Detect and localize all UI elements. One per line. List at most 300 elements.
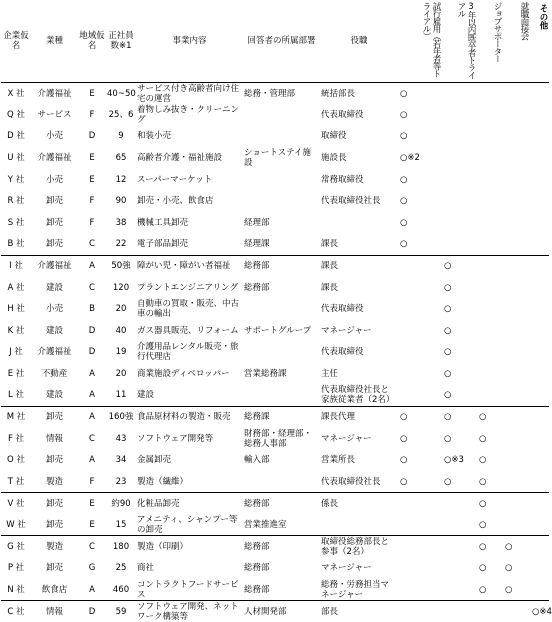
header-industry: 業種	[31, 0, 78, 83]
employees-cell: 59	[106, 601, 136, 622]
region-cell: D	[78, 126, 106, 148]
table-row	[1, 428, 549, 450]
company-cell: N 社	[1, 579, 31, 601]
business-cell: ソフトウェア開発、ネットワーク構築等	[136, 601, 243, 622]
table-row	[1, 342, 549, 364]
interview-cell	[503, 342, 530, 364]
business-cell: 製造（繊維）	[136, 471, 243, 493]
new-grad-cell	[442, 104, 477, 126]
new-grad-cell	[442, 126, 477, 148]
department-cell	[243, 169, 320, 191]
industry-cell: 介護福祉	[31, 147, 78, 169]
table-row	[1, 126, 549, 148]
employees-cell: 23	[106, 471, 136, 493]
other-cell	[530, 363, 549, 385]
job-supporter-cell	[477, 83, 503, 105]
business-cell: 食品原材料の製造・販売	[136, 406, 243, 428]
job-supporter-cell: ○	[477, 406, 503, 428]
job-supporter-cell	[477, 385, 503, 407]
header-department: 回答者の所属部署	[243, 0, 320, 83]
business-cell: スーパーマーケット	[136, 169, 243, 191]
region-cell: C	[78, 428, 106, 450]
department-cell: 経理課	[243, 234, 320, 256]
new-grad-cell: ○	[442, 255, 477, 277]
industry-cell: 製造	[31, 536, 78, 558]
company-cell: B 社	[1, 234, 31, 256]
role-cell: 取締役総務部長と参事（2名）	[320, 536, 398, 558]
business-cell: 高齢者介護・福祉施設	[136, 147, 243, 169]
region-cell: F	[78, 212, 106, 234]
trial-cell	[398, 579, 442, 601]
employees-cell: 120	[106, 277, 136, 299]
new-grad-cell	[442, 579, 477, 601]
employees-cell: 15	[106, 514, 136, 536]
interview-cell	[503, 298, 530, 320]
job-supporter-cell	[477, 234, 503, 256]
trial-cell: ○	[398, 471, 442, 493]
other-cell	[530, 169, 549, 191]
interview-cell	[503, 212, 530, 234]
role-cell: 部長	[320, 601, 398, 622]
job-supporter-cell: ○	[477, 450, 503, 472]
industry-cell: 建設	[31, 277, 78, 299]
other-cell	[530, 579, 549, 601]
trial-cell	[398, 277, 442, 299]
header-trial: 試行雇用（若年者等トライアル）	[398, 0, 442, 83]
interview-cell	[503, 277, 530, 299]
other-cell	[530, 342, 549, 364]
industry-cell: 建設	[31, 320, 78, 342]
company-cell: Y 社	[1, 169, 31, 191]
role-cell: 主任	[320, 363, 398, 385]
new-grad-cell: ○	[442, 277, 477, 299]
new-grad-cell	[442, 601, 477, 622]
other-cell	[530, 558, 549, 580]
role-cell: 施設長	[320, 147, 398, 169]
trial-cell	[398, 342, 442, 364]
header-role: 役職	[320, 0, 398, 83]
employees-cell: 約90	[106, 493, 136, 515]
role-cell: 代表取締役社長	[320, 471, 398, 493]
business-cell: 製造（印刷）	[136, 536, 243, 558]
company-cell: D 社	[1, 126, 31, 148]
company-cell: X 社	[1, 83, 31, 105]
department-cell: 総務部	[243, 255, 320, 277]
job-supporter-cell	[477, 255, 503, 277]
job-supporter-cell: ○	[477, 493, 503, 515]
business-cell: 和装小売	[136, 126, 243, 148]
department-cell: 輸入部	[243, 450, 320, 472]
job-supporter-cell	[477, 190, 503, 212]
employees-cell: 160強	[106, 406, 136, 428]
department-cell: 総務課	[243, 406, 320, 428]
department-cell	[243, 298, 320, 320]
business-cell: 金属卸売	[136, 450, 243, 472]
table-row	[1, 104, 549, 126]
employees-cell: 65	[106, 147, 136, 169]
employees-cell: 20	[106, 363, 136, 385]
job-supporter-cell: ○	[477, 579, 503, 601]
trial-cell	[398, 493, 442, 515]
employees-cell: 25	[106, 558, 136, 580]
business-cell: 建設	[136, 385, 243, 407]
region-cell: A	[78, 385, 106, 407]
region-cell: A	[78, 363, 106, 385]
company-cell: G 社	[1, 536, 31, 558]
company-cell: F 社	[1, 428, 31, 450]
company-cell: H 社	[1, 298, 31, 320]
department-cell: 営業推進室	[243, 514, 320, 536]
header-company: 企業仮名	[1, 0, 31, 83]
industry-cell: 飲食店	[31, 579, 78, 601]
trial-cell: ○	[398, 190, 442, 212]
industry-cell: 建設	[31, 385, 78, 407]
new-grad-cell	[442, 558, 477, 580]
job-supporter-cell	[477, 147, 503, 169]
role-cell: マネージャー	[320, 558, 398, 580]
interview-cell	[503, 234, 530, 256]
industry-cell: 卸売	[31, 190, 78, 212]
role-cell: 代表取締役	[320, 342, 398, 364]
region-cell: F	[78, 104, 106, 126]
business-cell: コントラクトフードサービス	[136, 579, 243, 601]
trial-cell	[398, 385, 442, 407]
new-grad-cell: ○	[442, 428, 477, 450]
job-supporter-cell	[477, 342, 503, 364]
industry-cell: 介護福祉	[31, 255, 78, 277]
other-cell	[530, 385, 549, 407]
industry-cell: 卸売	[31, 450, 78, 472]
department-cell: 総務部	[243, 536, 320, 558]
interview-cell	[503, 255, 530, 277]
table-row	[1, 255, 549, 277]
company-cell: W 社	[1, 514, 31, 536]
role-cell: 総務・労務担当マネージャー	[320, 579, 398, 601]
company-cell: I 社	[1, 255, 31, 277]
interview-cell	[503, 363, 530, 385]
interview-cell	[503, 104, 530, 126]
role-cell: 取締役	[320, 126, 398, 148]
region-cell: E	[78, 147, 106, 169]
region-cell: E	[78, 493, 106, 515]
new-grad-cell	[442, 212, 477, 234]
other-cell	[530, 428, 549, 450]
trial-cell: ○	[398, 450, 442, 472]
company-cell: C 社	[1, 601, 31, 622]
industry-cell: 情報	[31, 428, 78, 450]
business-cell: 着物しみ抜き・クリーニング	[136, 104, 243, 126]
industry-cell: 卸売	[31, 212, 78, 234]
region-cell: C	[78, 234, 106, 256]
table-row	[1, 385, 549, 407]
trial-cell: ○	[398, 126, 442, 148]
business-cell: 自動車の買取・販売、中古車の輸出	[136, 298, 243, 320]
role-cell: 代表取締役	[320, 298, 398, 320]
trial-cell	[398, 536, 442, 558]
employees-cell: 460	[106, 579, 136, 601]
region-cell: A	[78, 255, 106, 277]
employees-cell: 9	[106, 126, 136, 148]
job-supporter-cell	[477, 277, 503, 299]
new-grad-cell: ○	[442, 320, 477, 342]
interview-cell	[503, 126, 530, 148]
role-cell: マネージャー	[320, 428, 398, 450]
new-grad-cell	[442, 147, 477, 169]
department-cell: 総務部	[243, 493, 320, 515]
business-cell: 商社	[136, 558, 243, 580]
new-grad-cell: ○	[442, 406, 477, 428]
job-supporter-cell: ○	[477, 428, 503, 450]
region-cell: F	[78, 190, 106, 212]
region-cell: A	[78, 406, 106, 428]
other-cell	[530, 514, 549, 536]
department-cell	[243, 104, 320, 126]
region-cell: D	[78, 342, 106, 364]
trial-cell: ○	[398, 428, 442, 450]
industry-cell: 卸売	[31, 558, 78, 580]
new-grad-cell	[442, 514, 477, 536]
new-grad-cell: ○	[442, 385, 477, 407]
job-supporter-cell	[477, 126, 503, 148]
business-cell: サービス付き高齢者向け住宅の運営	[136, 83, 243, 105]
trial-cell	[398, 514, 442, 536]
table-row	[1, 234, 549, 256]
job-supporter-cell	[477, 298, 503, 320]
job-supporter-cell	[477, 169, 503, 191]
department-cell: 営業総務課	[243, 363, 320, 385]
company-cell: J 社	[1, 342, 31, 364]
other-cell	[530, 126, 549, 148]
department-cell: 財務部・経理部・総務人事部	[243, 428, 320, 450]
company-cell: Q 社	[1, 104, 31, 126]
industry-cell: 製造	[31, 471, 78, 493]
other-cell	[530, 536, 549, 558]
department-cell: サポートグループ	[243, 320, 320, 342]
interview-cell	[503, 428, 530, 450]
industry-cell: 介護福祉	[31, 83, 78, 105]
other-cell	[530, 320, 549, 342]
role-cell: 代表取締役	[320, 104, 398, 126]
other-cell	[530, 83, 549, 105]
region-cell: C	[78, 536, 106, 558]
table-row	[1, 450, 549, 472]
interview-cell: ○	[503, 579, 530, 601]
new-grad-cell: ○	[442, 471, 477, 493]
table-row	[1, 169, 549, 191]
interview-cell	[503, 406, 530, 428]
industry-cell: 卸売	[31, 406, 78, 428]
employees-cell: 25、6	[106, 104, 136, 126]
new-grad-cell	[442, 234, 477, 256]
business-cell: 電子部品卸売	[136, 234, 243, 256]
industry-cell: 小売	[31, 169, 78, 191]
department-cell	[243, 385, 320, 407]
other-cell	[530, 212, 549, 234]
business-cell: 障がい児・障がい者福祉	[136, 255, 243, 277]
job-supporter-cell	[477, 212, 503, 234]
industry-cell: 情報	[31, 601, 78, 622]
interview-cell	[503, 147, 530, 169]
other-cell	[530, 450, 549, 472]
header-other: その他	[530, 0, 549, 83]
region-cell: A	[78, 579, 106, 601]
business-cell: アメニティ、シャンプー等の卸売	[136, 514, 243, 536]
department-cell	[243, 471, 320, 493]
industry-cell: 介護福祉	[31, 342, 78, 364]
employees-cell: 40	[106, 320, 136, 342]
header-row	[1, 0, 549, 83]
employees-cell: 40~50	[106, 83, 136, 105]
company-cell: V 社	[1, 493, 31, 515]
business-cell: 卸売・小売、飲食店	[136, 190, 243, 212]
employees-cell: 11	[106, 385, 136, 407]
region-cell: E	[78, 169, 106, 191]
table-row	[1, 601, 549, 622]
company-cell: P 社	[1, 558, 31, 580]
region-cell: G	[78, 558, 106, 580]
company-cell: M 社	[1, 406, 31, 428]
table-row	[1, 83, 549, 105]
business-cell: 化粧品卸売	[136, 493, 243, 515]
company-cell: L 社	[1, 385, 31, 407]
other-cell	[530, 493, 549, 515]
table-row	[1, 190, 549, 212]
new-grad-cell	[442, 493, 477, 515]
other-cell	[530, 104, 549, 126]
industry-cell: 不動産	[31, 363, 78, 385]
table-row	[1, 471, 549, 493]
job-supporter-cell	[477, 104, 503, 126]
business-cell: プラントエンジニアリング	[136, 277, 243, 299]
table-row	[1, 579, 549, 601]
business-cell: 介護用品レンタル販売・旅行代理店	[136, 342, 243, 364]
interview-cell: ○	[503, 536, 530, 558]
business-cell: 機械工具卸売	[136, 212, 243, 234]
job-supporter-cell: ○	[477, 514, 503, 536]
trial-cell	[398, 601, 442, 622]
table-row	[1, 558, 549, 580]
trial-cell: ○	[398, 234, 442, 256]
region-cell: A	[78, 450, 106, 472]
trial-cell: ○	[398, 104, 442, 126]
trial-cell: ○	[398, 406, 442, 428]
employees-cell: 19	[106, 342, 136, 364]
interview-cell	[503, 450, 530, 472]
role-cell: 常務取締役	[320, 169, 398, 191]
employees-cell: 43	[106, 428, 136, 450]
role-cell	[320, 212, 398, 234]
role-cell: 課長	[320, 234, 398, 256]
interview-cell	[503, 190, 530, 212]
department-cell	[243, 126, 320, 148]
role-cell	[320, 514, 398, 536]
new-grad-cell: ○	[442, 342, 477, 364]
trial-cell	[398, 558, 442, 580]
industry-cell: 卸売	[31, 493, 78, 515]
job-supporter-cell	[477, 363, 503, 385]
new-grad-cell	[442, 169, 477, 191]
interview-cell	[503, 493, 530, 515]
other-cell	[530, 190, 549, 212]
table-row	[1, 277, 549, 299]
industry-cell: 卸売	[31, 514, 78, 536]
role-cell: 代表取締役社長	[320, 190, 398, 212]
job-supporter-cell	[477, 601, 503, 622]
region-cell: C	[78, 277, 106, 299]
job-supporter-cell: ○	[477, 558, 503, 580]
header-interview: 就職面接会	[503, 0, 530, 83]
trial-cell: ○	[398, 169, 442, 191]
new-grad-cell: ○	[442, 298, 477, 320]
trial-cell	[398, 298, 442, 320]
header-business: 事業内容	[136, 0, 243, 83]
department-cell: 総務部	[243, 558, 320, 580]
header-new-grad: 3年以内既卒者トライアル	[442, 0, 477, 83]
trial-cell: ○	[398, 83, 442, 105]
trial-cell	[398, 320, 442, 342]
role-cell: 統括部長	[320, 83, 398, 105]
region-cell: B	[78, 298, 106, 320]
other-cell	[530, 298, 549, 320]
company-cell: R 社	[1, 190, 31, 212]
region-cell: D	[78, 320, 106, 342]
table-row	[1, 320, 549, 342]
region-cell: D	[78, 601, 106, 622]
company-cell: O 社	[1, 450, 31, 472]
role-cell: 係長	[320, 493, 398, 515]
employees-cell: 90	[106, 190, 136, 212]
company-cell: T 社	[1, 471, 31, 493]
region-cell: E	[78, 83, 106, 105]
job-supporter-cell: ○	[477, 536, 503, 558]
company-cell: U 社	[1, 147, 31, 169]
role-cell: 営業所長	[320, 450, 398, 472]
table-row	[1, 298, 549, 320]
trial-cell	[398, 363, 442, 385]
new-grad-cell	[442, 536, 477, 558]
trial-cell: ○	[398, 212, 442, 234]
region-cell: F	[78, 471, 106, 493]
department-cell: 総務部	[243, 277, 320, 299]
department-cell	[243, 190, 320, 212]
header-employees: 正社員数※1	[106, 0, 136, 83]
employees-cell: 38	[106, 212, 136, 234]
other-cell	[530, 147, 549, 169]
department-cell: 総務・管理部	[243, 83, 320, 105]
industry-cell: 小売	[31, 298, 78, 320]
trial-cell: ○※2	[398, 147, 442, 169]
interview-cell: ○	[503, 558, 530, 580]
industry-cell: サービス	[31, 104, 78, 126]
employees-cell: 180	[106, 536, 136, 558]
header-job-supporter: ジョブサポーター	[477, 0, 503, 83]
table-row	[1, 147, 549, 169]
department-cell	[243, 342, 320, 364]
table-row	[1, 363, 549, 385]
region-cell: E	[78, 514, 106, 536]
role-cell: 課長	[320, 277, 398, 299]
department-cell: 総務部	[243, 579, 320, 601]
table-row	[1, 212, 549, 234]
header-region: 地域仮名	[78, 0, 106, 83]
table-body	[1, 83, 549, 622]
interview-cell	[503, 385, 530, 407]
business-cell: ソフトウェア開発等	[136, 428, 243, 450]
trial-cell	[398, 255, 442, 277]
company-cell: A 社	[1, 277, 31, 299]
industry-cell: 小売	[31, 126, 78, 148]
table-row	[1, 493, 549, 515]
